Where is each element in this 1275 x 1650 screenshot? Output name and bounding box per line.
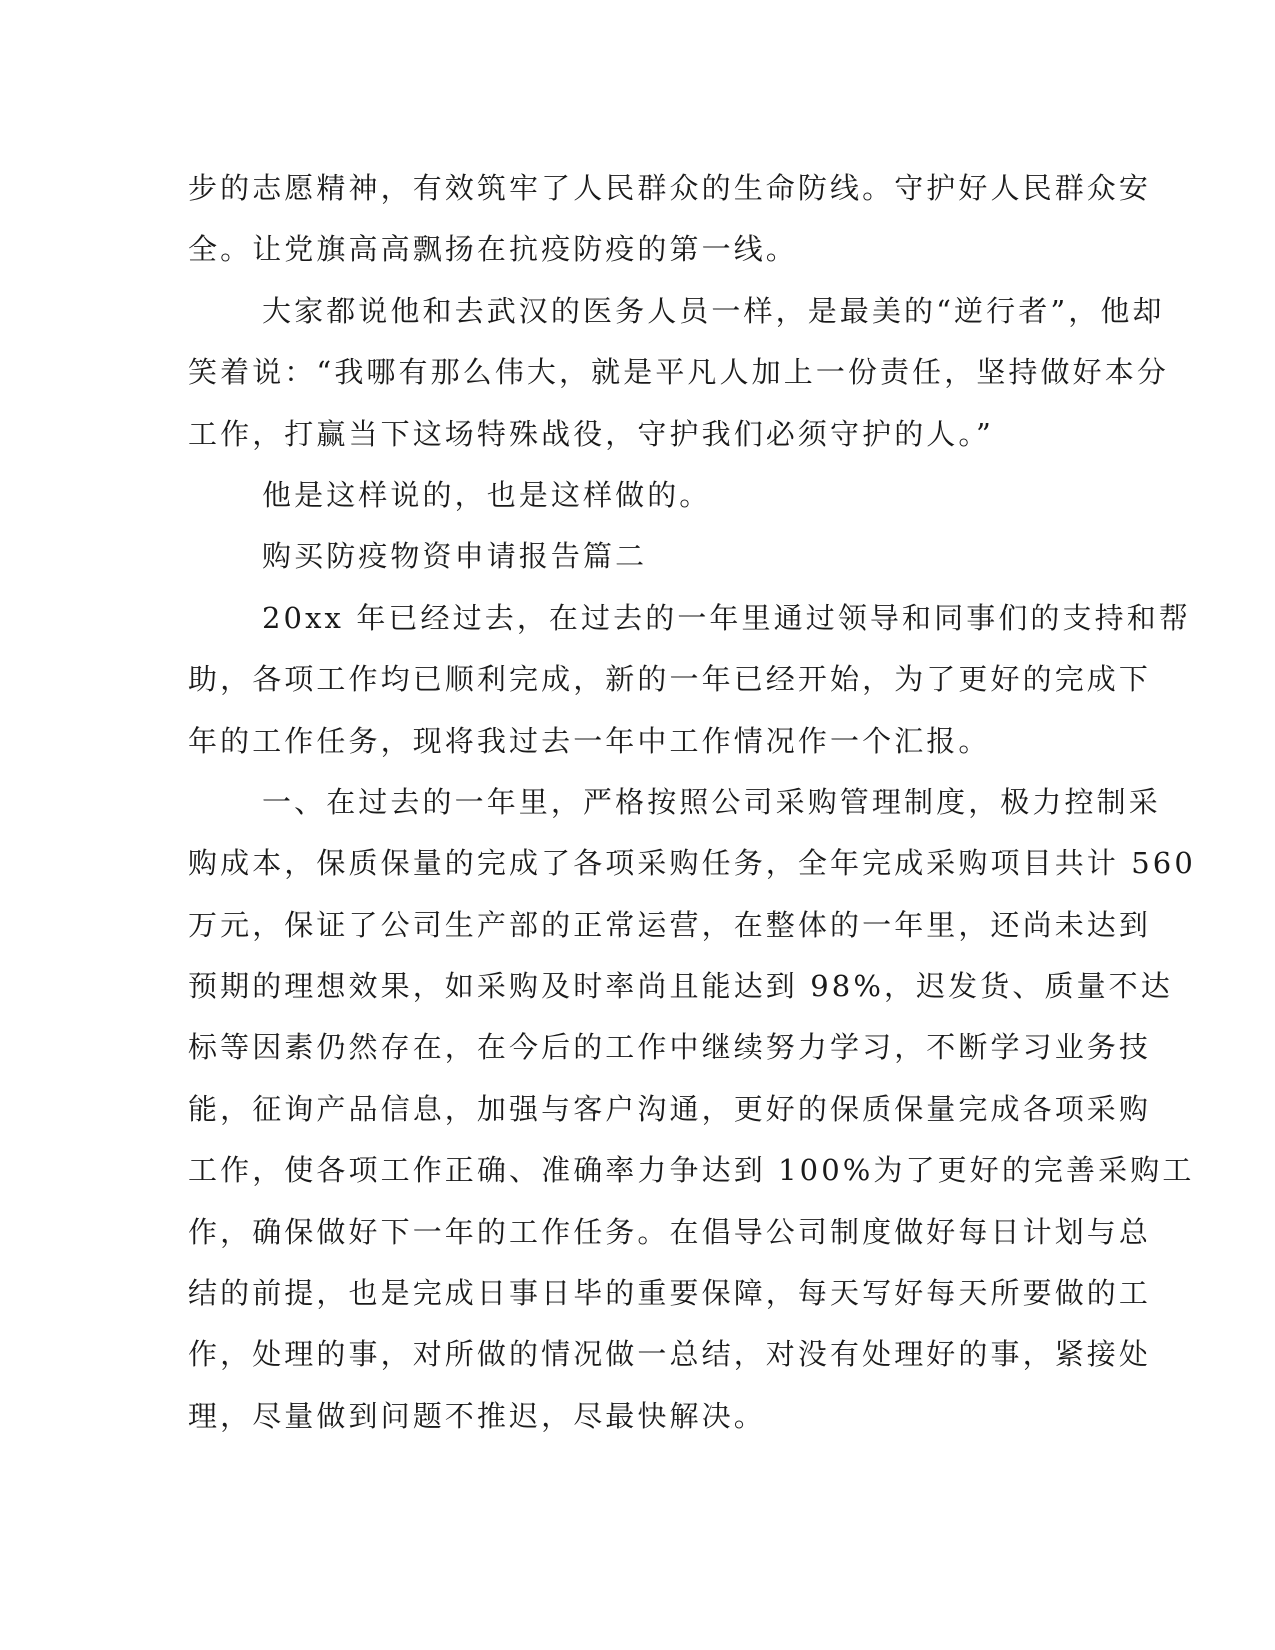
text-line: 作，确保做好下一年的工作任务。在倡导公司制度做好每日计划与总 [188, 1214, 1152, 1249]
text-line: 工作，使各项工作正确、准确率力争达到 100%为了更好的完善采购工 [188, 1153, 1195, 1188]
text-line: 助，各项工作均已顺利完成，新的一年已经开始，为了更好的完成下 [188, 662, 1152, 697]
text-line: 20xx 年已经过去，在过去的一年里通过领导和同事们的支持和帮 [262, 600, 1191, 635]
text-line: 他是这样说的，也是这样做的。 [262, 477, 712, 512]
text-line: 标等因素仍然存在，在今后的工作中继续努力学习，不断学习业务技 [188, 1030, 1152, 1065]
text-line: 作，处理的事，对所做的情况做一总结，对没有处理好的事，紧接处 [188, 1337, 1152, 1372]
section-heading: 购买防疫物资申请报告篇二 [262, 539, 648, 574]
text-line: 一、在过去的一年里，严格按照公司采购管理制度，极力控制采 [262, 784, 1161, 819]
text-line: 大家都说他和去武汉的医务人员一样，是最美的“逆行者”，他却 [262, 293, 1165, 328]
text-line: 理，尽量做到问题不推迟，尽最快解决。 [188, 1398, 766, 1433]
text-line: 万元，保证了公司生产部的正常运营，在整体的一年里，还尚未达到 [188, 907, 1152, 942]
text-line: 购成本，保质保量的完成了各项采购任务，全年完成采购项目共计 560 [188, 846, 1196, 881]
text-line: 笑着说：“我哪有那么伟大，就是平凡人加上一份责任，坚持做好本分 [188, 355, 1169, 390]
text-line: 全。让党旗高高飘扬在抗疫防疫的第一线。 [188, 232, 798, 267]
text-line: 工作，打赢当下这场特殊战役，守护我们必须守护的人。” [188, 416, 994, 451]
text-line: 年的工作任务，现将我过去一年中工作情况作一个汇报。 [188, 723, 991, 758]
text-line: 能，征询产品信息，加强与客户沟通，更好的保质保量完成各项采购 [188, 1091, 1152, 1126]
text-line: 结的前提，也是完成日事日毕的重要保障，每天写好每天所要做的工 [188, 1276, 1152, 1311]
text-line: 步的志愿精神，有效筑牢了人民群众的生命防线。守护好人民群众安 [188, 171, 1152, 205]
document-body [188, 158, 1196, 1447]
text-line: 预期的理想效果，如采购及时率尚且能达到 98%，迟发货、质量不达 [188, 969, 1173, 1004]
